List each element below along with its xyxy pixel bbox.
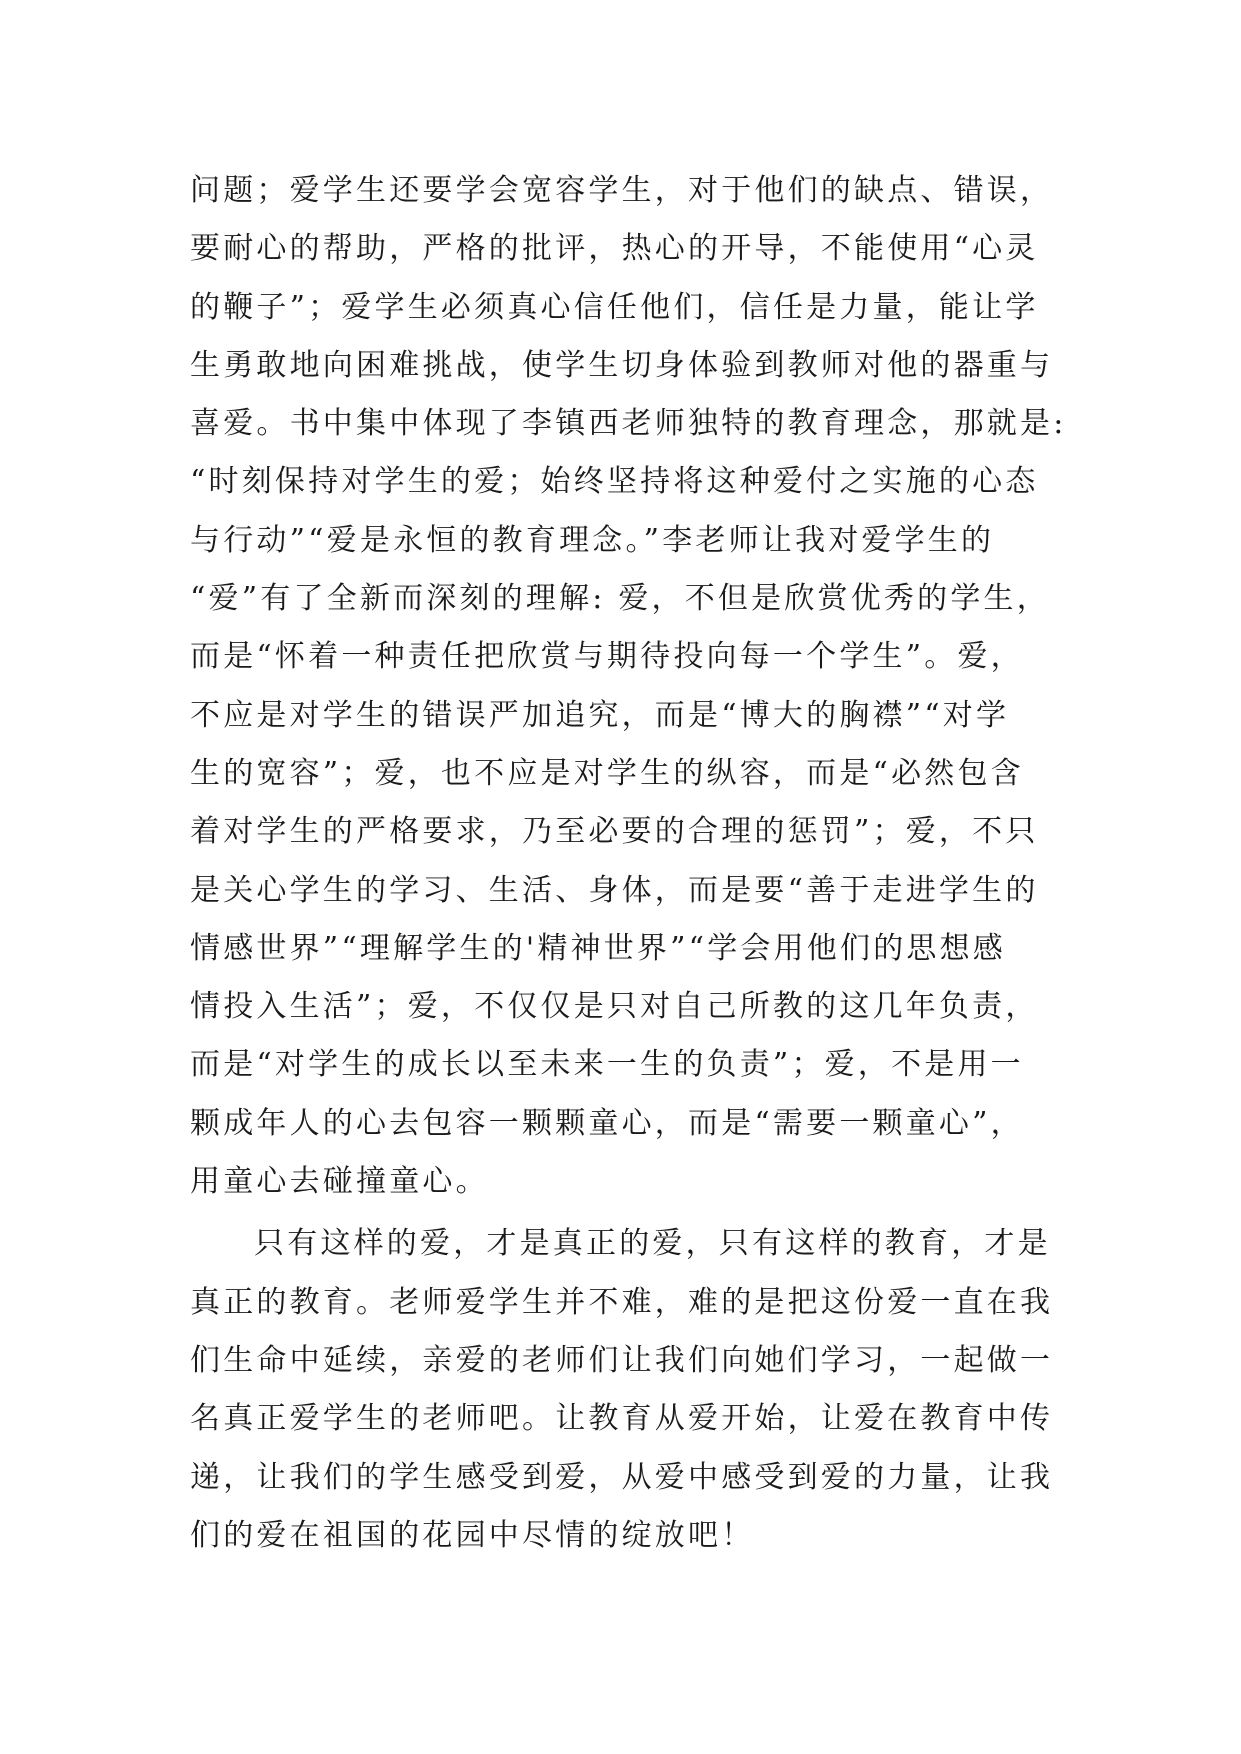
text-line: 情感世界”“理解学生的'精神世界”“学会用他们的思想感	[190, 930, 1006, 966]
text-line: 名真正爱学生的老师吧。让教育从爱开始，让爱在教育中传	[190, 1401, 1054, 1437]
text-line: 们的爱在祖国的花园中尽情的绽放吧！	[190, 1517, 755, 1553]
text-line: 喜爱。书中集中体现了李镇西老师独特的教育理念，那就是:	[190, 406, 1067, 442]
text-line: 是关心学生的学习、生活、身体，而是要“善于走进学生的	[190, 872, 1039, 908]
body-text	[190, 162, 1070, 1565]
text-line: 而是“对学生的成长以至未来一生的负责”；爱，不是用一	[190, 1047, 1024, 1083]
text-line: 生的宽容”；爱，也不应是对学生的纵容，而是“必然包含	[190, 755, 1024, 791]
paragraph-1	[190, 162, 1070, 1211]
text-line: 们生命中延续，亲爱的老师们让我们向她们学习，一起做一	[190, 1342, 1054, 1378]
text-line: 要耐心的帮助，严格的批评，热心的开导，不能使用“心灵	[190, 231, 1039, 267]
text-line: 递，让我们的学生感受到爱，从爱中感受到爱的力量，让我	[190, 1459, 1054, 1495]
text-line: “时刻保持对学生的爱；始终坚持将这种爱付之实施的心态	[190, 464, 1039, 500]
text-line: 颗成年人的心去包容一颗颗童心，而是“需要一颗童心”，	[190, 1105, 1024, 1141]
text-line: “爱”有了全新而深刻的理解: 爱，不但是欣赏优秀的学生，	[190, 581, 1050, 617]
text-line: 而是“怀着一种责任把欣赏与期待投向每一个学生”。爱，	[190, 639, 1024, 675]
text-line: 情投入生活”；爱，不仅仅是只对自己所教的这几年负责，	[190, 989, 1039, 1025]
text-line: 真正的教育。老师爱学生并不难，难的是把这份爱一直在我	[190, 1284, 1054, 1320]
text-line: 不应是对学生的错误严加追究，而是“博大的胸襟”“对学	[190, 697, 1010, 733]
text-line: 问题；爱学生还要学会宽容学生，对于他们的缺点、错误，	[190, 173, 1054, 208]
text-line: 用童心去碰撞童心。	[190, 1164, 489, 1200]
text-line: 着对学生的严格要求，乃至必要的合理的惩罚”；爱，不只	[190, 814, 1039, 850]
paragraph-2	[190, 1215, 1070, 1565]
text-line: 只有这样的爱，才是真正的爱，只有这样的教育，才是	[254, 1226, 1051, 1262]
text-line: 与行动”“爱是永恒的教育理念。”李老师让我对爱学生的	[190, 522, 995, 558]
text-line: 的鞭子”；爱学生必须真心信任他们，信任是力量，能让学	[190, 289, 1039, 325]
text-line: 生勇敢地向困难挑战，使学生切身体验到教师对他的器重与	[190, 347, 1054, 383]
